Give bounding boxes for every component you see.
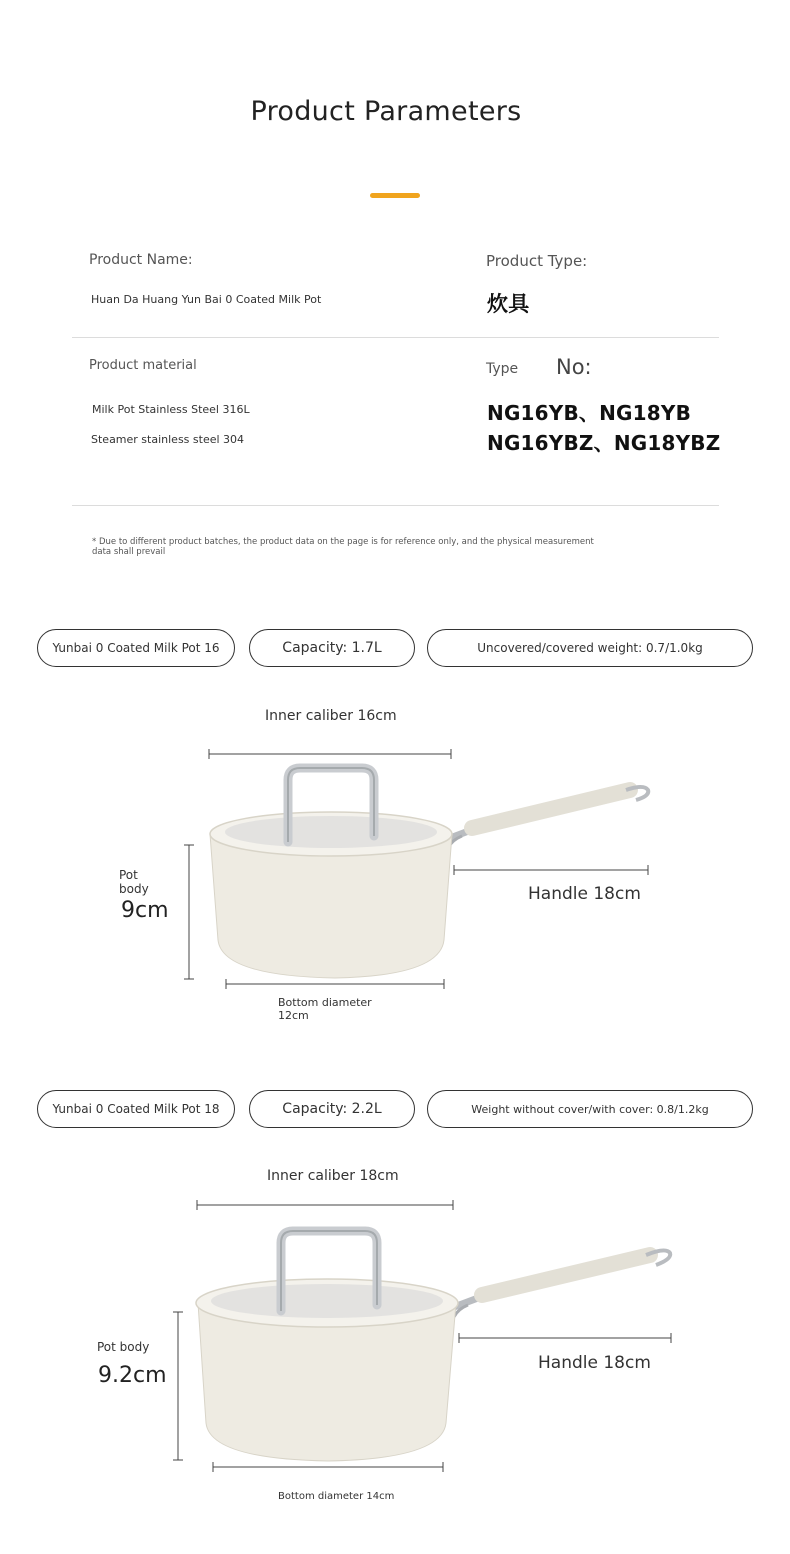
bottom-diameter-line: Bottom diameter <box>278 996 372 1009</box>
title-accent-bar <box>370 193 420 198</box>
bottom-diameter-label: Bottom diameter 14cm <box>278 1491 395 1502</box>
pot-body-value: 9.2cm <box>98 1363 167 1388</box>
model-line: NG16YBZ、NG18YBZ <box>487 431 721 455</box>
product-material-label: Product material <box>89 358 197 373</box>
model-pill: Yunbai 0 Coated Milk Pot 16 <box>37 629 235 667</box>
model-pill: Yunbai 0 Coated Milk Pot 18 <box>37 1090 235 1128</box>
bottom-diameter-label <box>278 996 372 1022</box>
material-line: Steamer stainless steel 304 <box>91 433 245 446</box>
weight-pill: Weight without cover/with cover: 0.8/1.2kg <box>427 1090 753 1128</box>
pot-body-label <box>119 868 149 896</box>
material-line: Milk Pot Stainless Steel 316L <box>92 403 250 416</box>
inner-caliber-label: Inner caliber 18cm <box>267 1168 399 1184</box>
capacity-pill: Capacity: 2.2L <box>249 1090 415 1128</box>
disclaimer-note: * Due to different product batches, the product data on the page is for reference only, and the physical measurement data shall prevail <box>92 537 594 557</box>
handle-length-label: Handle 18cm <box>528 884 641 904</box>
pot-body-value: 9cm <box>121 898 169 923</box>
product-name-value: Huan Da Huang Yun Bai 0 Coated Milk Pot <box>91 293 322 306</box>
product-type-label: Product Type: <box>486 252 588 270</box>
milk-pot-18-illustration <box>90 1195 690 1475</box>
inner-caliber-label: Inner caliber 16cm <box>265 708 397 724</box>
product-type-value: 炊具 <box>487 292 530 316</box>
pot-body-label: Pot body <box>97 1340 150 1354</box>
weight-pill: Uncovered/covered weight: 0.7/1.0kg <box>427 629 753 667</box>
model-line: NG16YB、NG18YB <box>487 401 692 425</box>
divider <box>72 337 719 338</box>
capacity-pill: Capacity: 1.7L <box>249 629 415 667</box>
milk-pot-16-illustration <box>110 740 670 1000</box>
model-label-no: No: <box>556 355 592 379</box>
handle-length-label: Handle 18cm <box>538 1353 651 1373</box>
pot-body-label-line: body <box>119 882 149 896</box>
product-name-label: Product Name: <box>89 252 193 268</box>
model-label-type: Type <box>486 361 519 377</box>
divider <box>72 505 719 506</box>
page-title: Product Parameters <box>250 96 522 127</box>
bottom-diameter-line: 12cm <box>278 1009 309 1022</box>
pot-body-label-line: Pot <box>119 868 138 882</box>
